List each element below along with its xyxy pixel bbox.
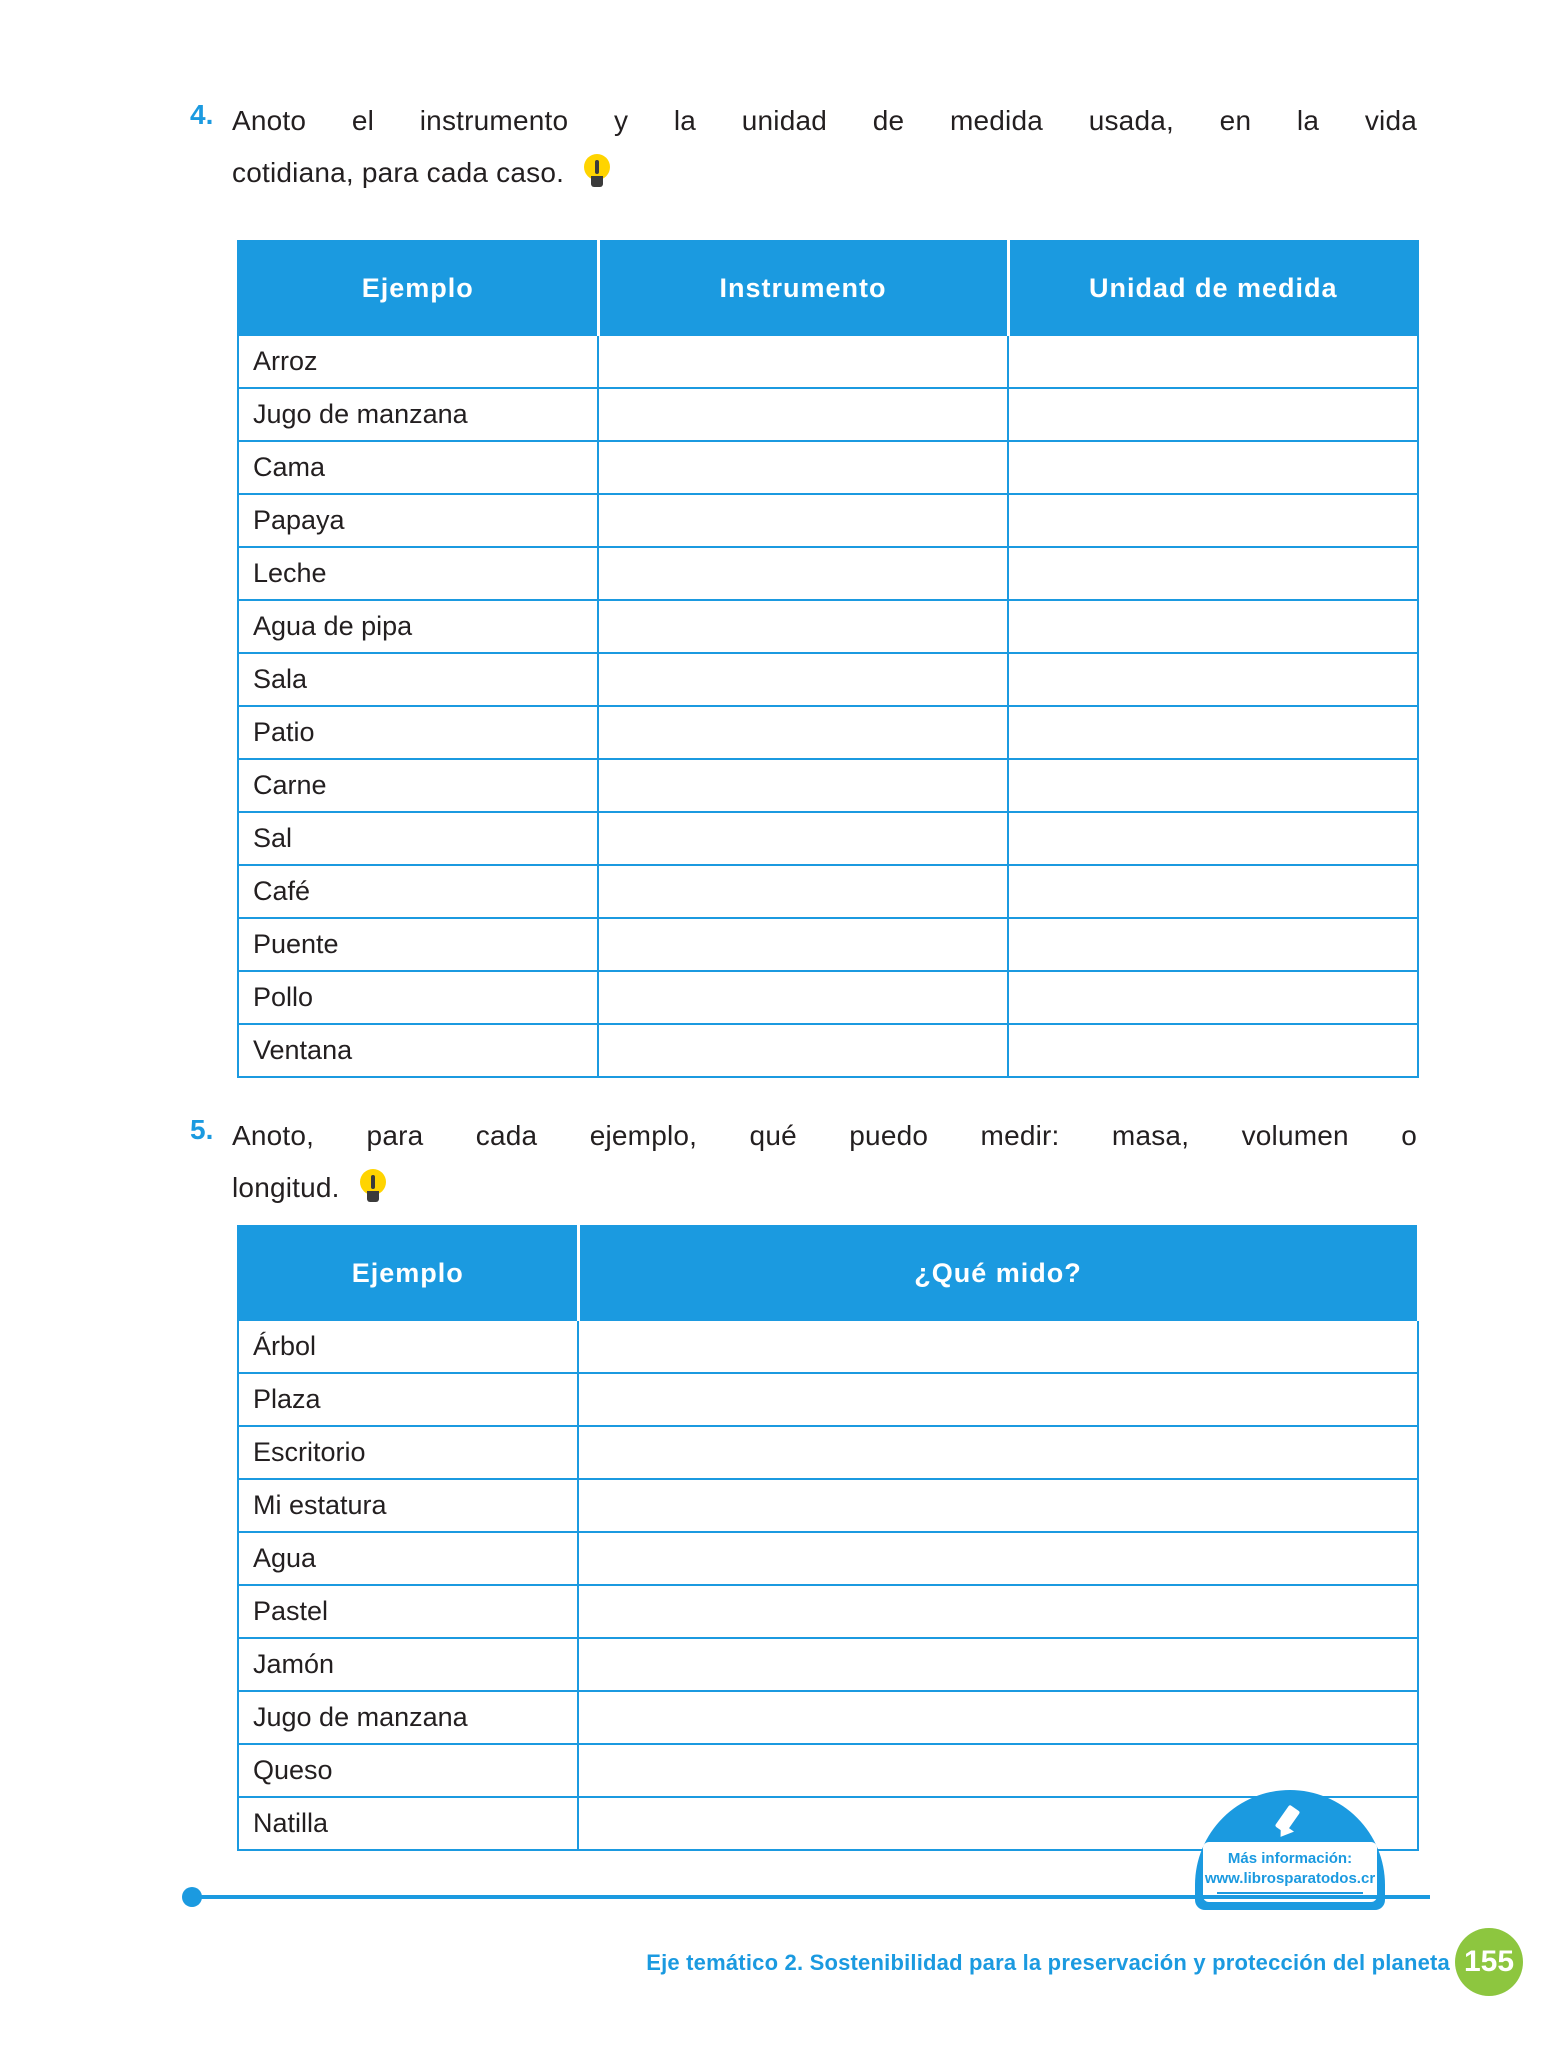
table4-cell-example: Café: [238, 865, 598, 918]
table4-cell-example: Sal: [238, 812, 598, 865]
table5-cell-answer[interactable]: [578, 1532, 1418, 1585]
pencil-icon: [1273, 1804, 1307, 1838]
table5-header-ejemplo: Ejemplo: [238, 1226, 578, 1320]
lightbulb-icon: [356, 1169, 390, 1205]
more-info-badge[interactable]: [1195, 1790, 1385, 1910]
table-row: [238, 1691, 1418, 1744]
exercise-4-heading: [190, 95, 1420, 199]
table5-cell-answer[interactable]: [578, 1691, 1418, 1744]
table4-cell-instrument[interactable]: [598, 335, 1008, 388]
badge-url[interactable]: www.librosparatodos.cr: [1204, 1870, 1376, 1887]
table4-cell-unit[interactable]: [1008, 653, 1418, 706]
table5-cell-answer[interactable]: [578, 1585, 1418, 1638]
table4-cell-instrument[interactable]: [598, 759, 1008, 812]
table5-cell-example: Jamón: [238, 1638, 578, 1691]
exercise-4-line-1: Anoto el instrumento y la unidad de medida usada, en la vida: [232, 105, 1417, 136]
table-row: [238, 1532, 1418, 1585]
table4-cell-unit[interactable]: [1008, 865, 1418, 918]
what-do-i-measure-table: [237, 1225, 1420, 1851]
table4-cell-example: Pollo: [238, 971, 598, 1024]
table4-header-ejemplo: Ejemplo: [238, 241, 598, 335]
table4-header-unidad: Unidad de medida: [1008, 241, 1418, 335]
table5-cell-example: Queso: [238, 1744, 578, 1797]
badge-underline: [1217, 1892, 1363, 1894]
table4-cell-instrument[interactable]: [598, 971, 1008, 1024]
table4-cell-instrument[interactable]: [598, 1024, 1008, 1077]
table5-cell-answer[interactable]: [578, 1426, 1418, 1479]
badge-label: Más información:: [1227, 1850, 1353, 1867]
table4-cell-example: Cama: [238, 441, 598, 494]
table4-cell-instrument[interactable]: [598, 865, 1008, 918]
table-row: [238, 1024, 1418, 1077]
table4-cell-instrument[interactable]: [598, 388, 1008, 441]
table4-cell-example: Carne: [238, 759, 598, 812]
table5-header-que-mido: ¿Qué mido?: [578, 1226, 1418, 1320]
exercise-4-text: [232, 95, 1417, 199]
table4-cell-example: Ventana: [238, 1024, 598, 1077]
table-header-row: [238, 241, 1418, 335]
table4-cell-instrument[interactable]: [598, 918, 1008, 971]
table4-cell-unit[interactable]: [1008, 812, 1418, 865]
table5-cell-example: Mi estatura: [238, 1479, 578, 1532]
footer-caption: Eje temático 2. Sostenibilidad para la preservación y protección del planeta: [646, 1950, 1450, 1975]
exercise-5-number: 5.: [190, 1114, 214, 1145]
table4-cell-instrument[interactable]: [598, 547, 1008, 600]
table-row: [238, 547, 1418, 600]
table-row: [238, 600, 1418, 653]
table-row: [238, 971, 1418, 1024]
table4-cell-instrument[interactable]: [598, 812, 1008, 865]
table5-cell-answer[interactable]: [578, 1638, 1418, 1691]
table4-cell-instrument[interactable]: [598, 653, 1008, 706]
table4-cell-example: Leche: [238, 547, 598, 600]
table5-cell-example: Natilla: [238, 1797, 578, 1850]
table5-cell-example: Escritorio: [238, 1426, 578, 1479]
table-row: [238, 706, 1418, 759]
table4-cell-example: Jugo de manzana: [238, 388, 598, 441]
table5-cell-example: Jugo de manzana: [238, 1691, 578, 1744]
exercise-5-text: [232, 1110, 1417, 1214]
table-row: [238, 653, 1418, 706]
table5-cell-example: Agua: [238, 1532, 578, 1585]
table-row: [238, 1373, 1418, 1426]
table4-cell-unit[interactable]: [1008, 706, 1418, 759]
table5-cell-answer[interactable]: [578, 1479, 1418, 1532]
table4-cell-unit[interactable]: [1008, 494, 1418, 547]
table-row: [238, 812, 1418, 865]
table4-cell-instrument[interactable]: [598, 441, 1008, 494]
table-row: [238, 1426, 1418, 1479]
exercise-5-line-1: Anoto, para cada ejemplo, qué puedo medir: masa, volumen o: [232, 1120, 1417, 1151]
table5-cell-example: Pastel: [238, 1585, 578, 1638]
table-row: [238, 1479, 1418, 1532]
table4-cell-instrument[interactable]: [598, 706, 1008, 759]
table-row: [238, 759, 1418, 812]
exercise-5-heading: [190, 1110, 1420, 1214]
exercise-4-line-2: cotidiana, para cada caso.: [232, 157, 565, 188]
table-row: [238, 1320, 1418, 1373]
table4-cell-unit[interactable]: [1008, 918, 1418, 971]
table5-cell-answer[interactable]: [578, 1373, 1418, 1426]
table5-cell-example: Árbol: [238, 1320, 578, 1373]
table4-header-instrumento: Instrumento: [598, 241, 1008, 335]
table4-cell-example: Agua de pipa: [238, 600, 598, 653]
table-row: [238, 335, 1418, 388]
table4-cell-unit[interactable]: [1008, 441, 1418, 494]
table5-cell-example: Plaza: [238, 1373, 578, 1426]
table4-cell-example: Papaya: [238, 494, 598, 547]
table4-cell-instrument[interactable]: [598, 600, 1008, 653]
table4-cell-unit[interactable]: [1008, 547, 1418, 600]
table-row: [238, 1585, 1418, 1638]
table4-cell-unit[interactable]: [1008, 759, 1418, 812]
table4-cell-instrument[interactable]: [598, 494, 1008, 547]
instrument-unit-table: [237, 240, 1419, 1078]
table-row: [238, 1638, 1418, 1691]
table4-cell-unit[interactable]: [1008, 600, 1418, 653]
table4-cell-example: Sala: [238, 653, 598, 706]
table4-cell-example: Patio: [238, 706, 598, 759]
table-row: [238, 865, 1418, 918]
exercise-5: [190, 1110, 1420, 1214]
page-number: 155: [1455, 1928, 1523, 1996]
table4-cell-unit[interactable]: [1008, 388, 1418, 441]
table-header-row: [238, 1226, 1418, 1320]
exercise-4: [190, 95, 1420, 199]
table-row: [238, 494, 1418, 547]
table4-cell-example: Arroz: [238, 335, 598, 388]
table-row: [238, 441, 1418, 494]
table-row: [238, 918, 1418, 971]
table4-cell-example: Puente: [238, 918, 598, 971]
lightbulb-icon: [580, 154, 614, 190]
footer-rule: [190, 1895, 1430, 1899]
table5-cell-answer[interactable]: [578, 1320, 1418, 1373]
table4-cell-unit[interactable]: [1008, 335, 1418, 388]
exercise-5-line-2: longitud.: [232, 1172, 340, 1203]
table-row: [238, 388, 1418, 441]
table4-cell-unit[interactable]: [1008, 1024, 1418, 1077]
exercise-4-number: 4.: [190, 99, 214, 130]
table4-cell-unit[interactable]: [1008, 971, 1418, 1024]
